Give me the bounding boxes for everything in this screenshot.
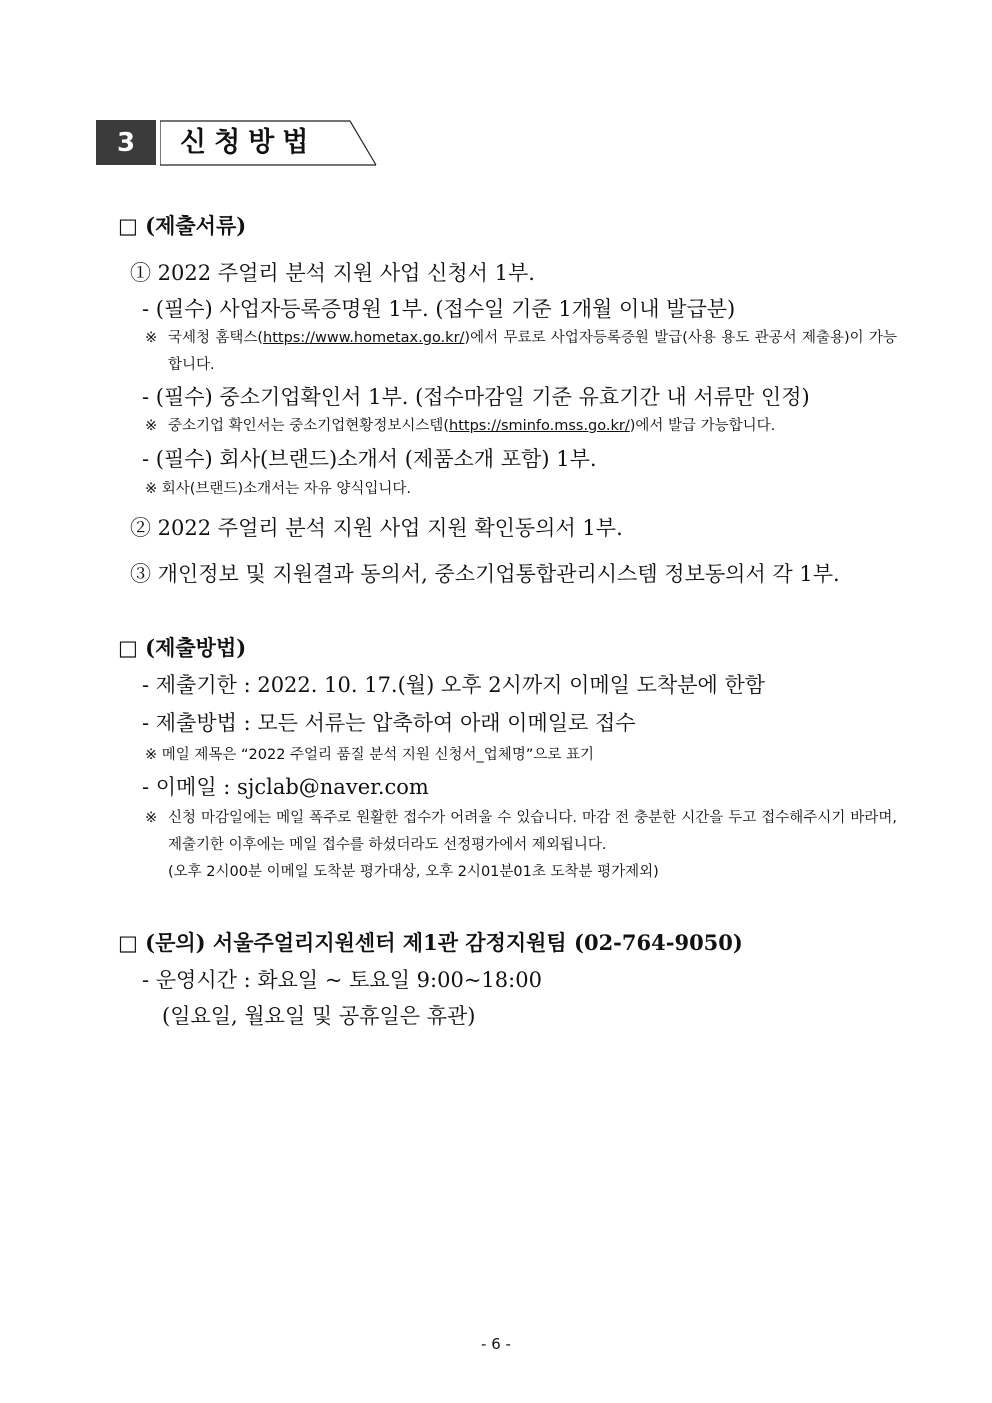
docs-note-1 bbox=[145, 325, 897, 379]
docs-item-2: ② 2022 주얼리 분석 지원 사업 지원 확인동의서 1부. bbox=[130, 516, 623, 540]
method-email: - 이메일 : sjclab@naver.com bbox=[142, 775, 429, 799]
docs-heading: □ (제출서류) bbox=[118, 213, 247, 238]
note-text-post: )에서 무료로 사업자등록증원 발급(사용 용도 관공서 제출용)이 가능합니다. bbox=[168, 330, 897, 373]
sminfo-link[interactable]: https://sminfo.mss.go.kr/ bbox=[449, 418, 630, 434]
docs-note-2 bbox=[145, 413, 897, 440]
page-number: - 6 - bbox=[481, 1335, 511, 1353]
method-note-subject: ※ 메일 제목은 “2022 주얼리 품질 분석 지원 신청서_업체명”으로 표기 bbox=[145, 747, 594, 763]
method-note-deadline bbox=[145, 805, 897, 859]
note-text: 신청 마감일에는 메일 폭주로 원활한 접수가 어려울 수 있습니다. 마감 전 충분한 시간을 두고 접수해주시기 바라며, 제출기한 이후에는 메일 접수를 하셨더라도 선정평가에서 제외됩니다. bbox=[168, 810, 897, 853]
note-text-pre: 중소기업 확인서는 중소기업현황정보시스템( bbox=[168, 418, 450, 434]
note-mark: ※ bbox=[145, 330, 158, 346]
note-mark: ※ bbox=[145, 810, 158, 826]
docs-item-1: ① 2022 주얼리 분석 지원 사업 신청서 1부. bbox=[130, 261, 535, 285]
note-text-post: )에서 발급 가능합니다. bbox=[629, 418, 776, 434]
section-number: 3 bbox=[96, 120, 156, 165]
docs-note-3: ※ 회사(브랜드)소개서는 자유 양식입니다. bbox=[145, 481, 412, 497]
method-deadline: - 제출기한 : 2022. 10. 17.(월) 오후 2시까지 이메일 도착분에 한함 bbox=[142, 673, 766, 697]
docs-required-3: - (필수) 회사(브랜드)소개서 (제품소개 포함) 1부. bbox=[142, 447, 597, 471]
section-title: 신청방법 bbox=[180, 127, 317, 158]
docs-required-1: - (필수) 사업자등록증명원 1부. (접수일 기준 1개월 이내 발급분) bbox=[142, 297, 736, 321]
method-how: - 제출방법 : 모든 서류는 압축하여 아래 이메일로 접수 bbox=[142, 711, 636, 735]
contact-closed: (일요일, 월요일 및 공휴일은 휴관) bbox=[162, 1004, 476, 1028]
hometax-link[interactable]: https://www.hometax.go.kr/ bbox=[263, 330, 465, 346]
method-note-example: (오후 2시00분 이메일 도착분 평가대상, 오후 2시01분01초 도착분 평가제외) bbox=[168, 864, 659, 880]
note-text-pre: 국세청 홈택스( bbox=[168, 330, 264, 346]
contact-hours: - 운영시간 : 화요일 ~ 토요일 9:00~18:00 bbox=[142, 968, 542, 992]
docs-item-3: ③ 개인정보 및 지원결과 동의서, 중소기업통합관리시스템 정보동의서 각 1부. bbox=[130, 562, 840, 586]
section-title-box bbox=[160, 120, 380, 166]
contact-heading: □ (문의) 서울주얼리지원센터 제1관 감정지원팀 (02-764-9050) bbox=[118, 930, 743, 955]
docs-required-2: - (필수) 중소기업확인서 1부. (접수마감일 기준 유효기간 내 서류만 인정) bbox=[142, 385, 810, 409]
note-mark: ※ bbox=[145, 418, 158, 434]
method-heading: □ (제출방법) bbox=[118, 635, 247, 660]
